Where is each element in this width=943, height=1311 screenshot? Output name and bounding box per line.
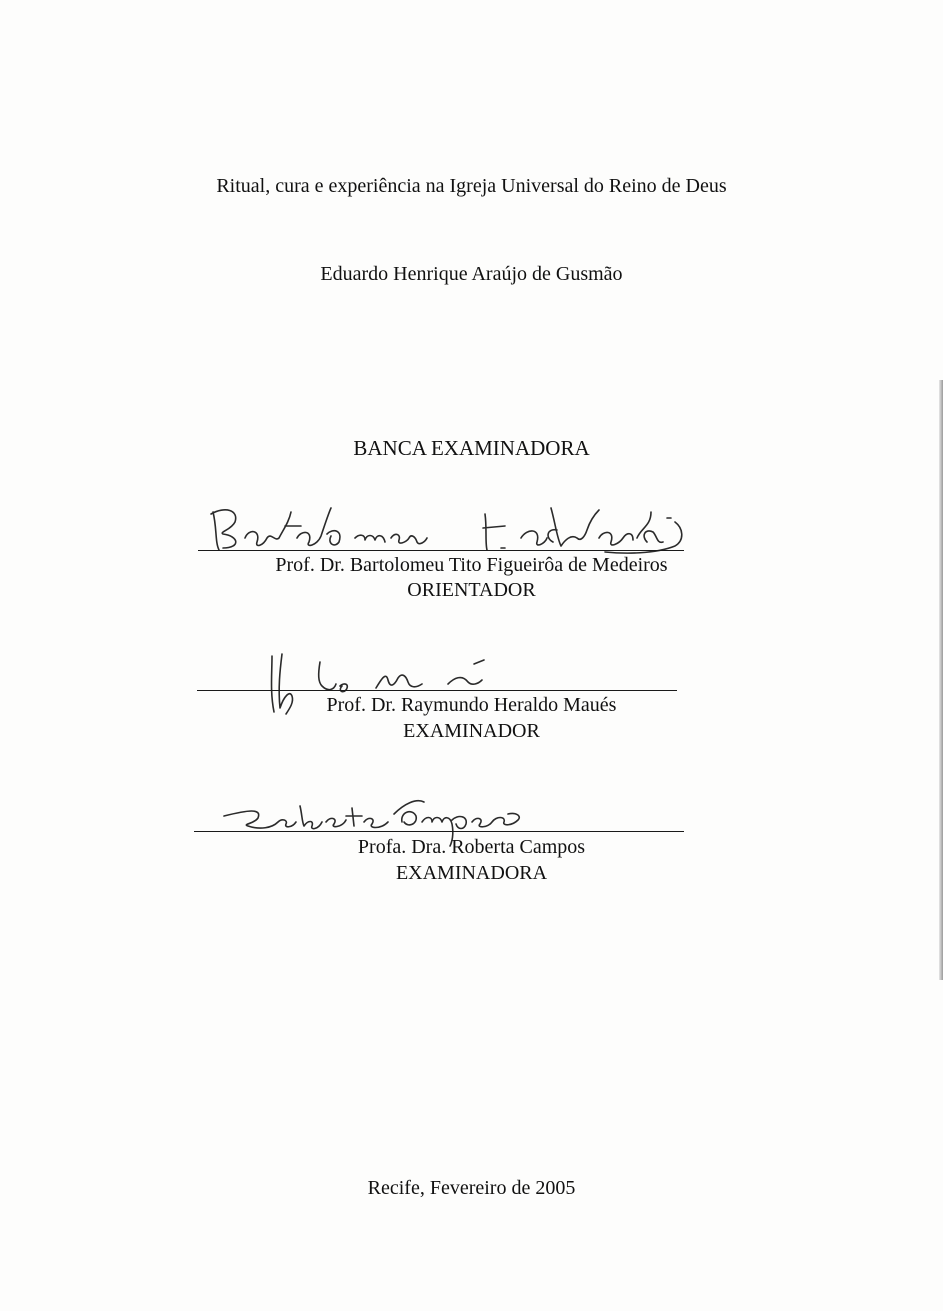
- member-name-examiner-2: Profa. Dra. Roberta Campos: [357, 836, 586, 858]
- signature-line-advisor: [198, 550, 684, 551]
- member-role-examiner-2: EXAMINADORA: [395, 862, 548, 884]
- signature-line-examiner-1: [197, 690, 677, 691]
- member-name-advisor: Prof. Dr. Bartolomeu Tito Figueirôa de Medeiros: [275, 554, 668, 576]
- thesis-title: Ritual, cura e experiência na Igreja Universal do Reino de Deus: [216, 175, 727, 197]
- place-and-date: Recife, Fevereiro de 2005: [367, 1177, 576, 1199]
- signature-line-examiner-2: [194, 831, 684, 832]
- scan-edge-shadow: [939, 380, 943, 980]
- signature-advisor: [205, 498, 695, 558]
- member-name-examiner-1: Prof. Dr. Raymundo Heraldo Maués: [326, 694, 617, 716]
- committee-heading: BANCA EXAMINADORA: [353, 436, 590, 460]
- author-name: Eduardo Henrique Araújo de Gusmão: [320, 263, 623, 285]
- member-role-advisor: ORIENTADOR: [407, 579, 536, 601]
- member-role-examiner-1: EXAMINADOR: [403, 720, 540, 742]
